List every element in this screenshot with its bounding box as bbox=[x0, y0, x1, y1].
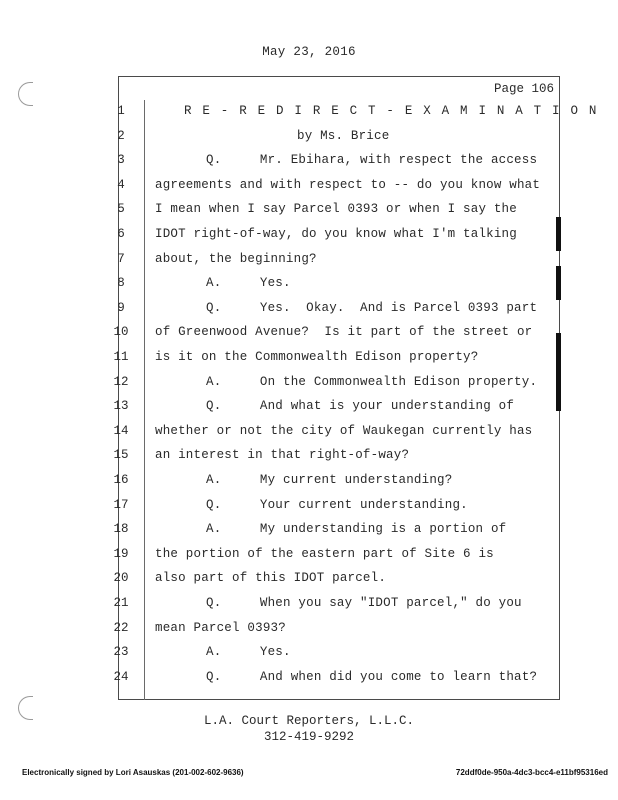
line-number: 24 bbox=[113, 669, 129, 684]
line-text: Q. And what is your understanding of bbox=[206, 399, 515, 414]
transcript-line bbox=[0, 670, 560, 688]
margin-marker bbox=[556, 217, 561, 251]
electronic-signature: Electronically signed by Lori Asauskas (201-002-602-9636) bbox=[22, 768, 244, 777]
line-number: 8 bbox=[117, 276, 125, 291]
line-number: 9 bbox=[117, 300, 125, 315]
transcript-line bbox=[0, 473, 560, 491]
margin-marker bbox=[556, 266, 561, 300]
transcript-line bbox=[0, 522, 560, 540]
line-text: an interest in that right-of-way? bbox=[155, 448, 410, 463]
line-text: Q. Mr. Ebihara, with respect the access bbox=[206, 153, 538, 168]
transcript-line bbox=[0, 276, 560, 294]
line-number: 21 bbox=[113, 596, 129, 610]
line-number: 1 bbox=[117, 104, 125, 118]
court-reporter-company: L.A. Court Reporters, L.L.C. bbox=[203, 714, 415, 728]
transcript-line bbox=[0, 596, 560, 614]
line-text: A. Yes. bbox=[206, 645, 291, 660]
line-text: I mean when I say Parcel 0393 or when I say the bbox=[155, 202, 517, 217]
line-text: A. My current understanding? bbox=[206, 473, 453, 487]
line-text: Q. And when did you come to learn that? bbox=[206, 669, 538, 684]
line-text: by Ms. Brice bbox=[297, 128, 390, 143]
court-reporter-phone: 312-419-9292 bbox=[263, 730, 354, 744]
line-number: 20 bbox=[113, 571, 129, 586]
transcript-line bbox=[0, 571, 560, 589]
line-text: the portion of the eastern part of Site 6 is bbox=[155, 546, 494, 561]
line-number: 23 bbox=[113, 645, 129, 660]
transcript-line bbox=[0, 325, 560, 343]
document-id: 72ddf0de-950a-4dc3-bcc4-e11bf95316ed bbox=[455, 768, 608, 777]
line-number: 11 bbox=[113, 350, 129, 364]
line-number: 7 bbox=[117, 251, 125, 266]
line-number: 6 bbox=[117, 227, 125, 241]
line-text: A. My understanding is a portion of bbox=[206, 522, 507, 537]
line-number: 19 bbox=[113, 546, 129, 561]
line-text: of Greenwood Avenue? Is it part of the street or bbox=[155, 325, 533, 340]
line-number: 14 bbox=[113, 423, 129, 438]
line-number: 3 bbox=[117, 153, 125, 168]
line-number: 17 bbox=[113, 497, 129, 512]
transcript-date: May 23, 2016 bbox=[262, 45, 356, 59]
line-number: 10 bbox=[113, 325, 129, 340]
line-text: R E - R E D I R E C T - E X A M I N A T I O N bbox=[184, 104, 599, 118]
line-text: Q. Your current understanding. bbox=[206, 497, 468, 512]
line-text: Q. Yes. Okay. And is Parcel 0393 part bbox=[206, 300, 538, 315]
line-number: 18 bbox=[113, 522, 129, 537]
transcript-line bbox=[0, 645, 560, 663]
line-number: 13 bbox=[113, 399, 129, 414]
transcript-line bbox=[0, 350, 560, 368]
transcript-line bbox=[0, 547, 560, 565]
transcript-line bbox=[0, 178, 560, 196]
margin-marker bbox=[556, 333, 561, 411]
line-text: also part of this IDOT parcel. bbox=[155, 571, 387, 586]
line-number: 12 bbox=[113, 374, 129, 389]
line-text: whether or not the city of Waukegan currently has bbox=[155, 423, 533, 438]
transcript-line bbox=[0, 448, 560, 466]
transcript-line bbox=[0, 129, 560, 147]
line-text: agreements and with respect to -- do you know what bbox=[155, 177, 541, 192]
line-number: 5 bbox=[117, 202, 125, 217]
transcript-line bbox=[0, 301, 560, 319]
transcript-line bbox=[0, 399, 560, 417]
transcript-line bbox=[0, 424, 560, 442]
transcript-line bbox=[0, 153, 560, 171]
line-text: Q. When you say "IDOT parcel," do you bbox=[206, 596, 522, 610]
transcript-line bbox=[0, 621, 560, 639]
line-number: 22 bbox=[113, 620, 129, 635]
transcript-line bbox=[0, 227, 560, 245]
page-number: Page 106 bbox=[493, 82, 554, 96]
line-text: about, the beginning? bbox=[155, 251, 317, 266]
line-text: is it on the Commonwealth Edison property? bbox=[155, 350, 479, 364]
line-number: 16 bbox=[113, 473, 129, 487]
line-number: 4 bbox=[117, 177, 125, 192]
line-text: A. Yes. bbox=[206, 276, 291, 291]
line-text: mean Parcel 0393? bbox=[155, 620, 286, 635]
transcript-line bbox=[0, 202, 560, 220]
line-number: 15 bbox=[113, 448, 129, 463]
line-text: A. On the Commonwealth Edison property. bbox=[206, 374, 538, 389]
line-text: IDOT right-of-way, do you know what I'm talking bbox=[155, 227, 517, 241]
transcript-line bbox=[0, 375, 560, 393]
transcript-line bbox=[0, 252, 560, 270]
transcript-line bbox=[0, 498, 560, 516]
transcript-line bbox=[0, 104, 599, 122]
line-number: 2 bbox=[117, 128, 125, 143]
binder-hole-top bbox=[18, 82, 33, 106]
